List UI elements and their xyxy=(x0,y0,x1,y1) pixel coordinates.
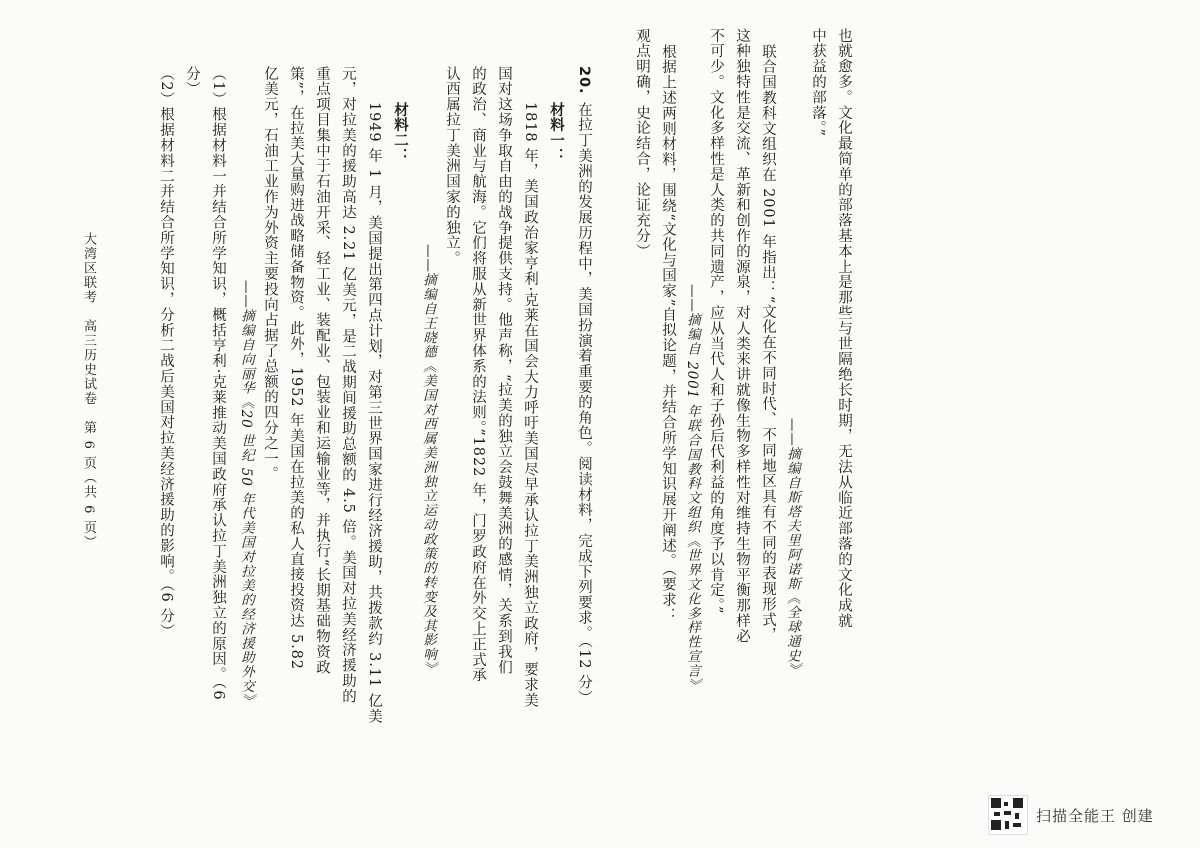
text-column: 亿美元，石油工业作为外资主要投向占据了总额的四分之一。 xyxy=(262,66,278,482)
text-column: 认西属拉丁美洲国家的独立。 xyxy=(444,66,460,267)
text-column: 重点项目集中于石油开采、轻工业、装配业、包装业和运输业等，并执行“长期基础物资政 xyxy=(314,66,330,675)
text-column: 根据上述两则材料，围绕“文化与国家”自拟论题，并结合所学知识展开阐述。（要求： xyxy=(660,44,676,624)
text-column: 联合国教科文组织在 2001 年指出：“文化在不同时代、不同地区具有不同的表现形式， xyxy=(760,44,776,643)
watermark-text: 扫描全能王 创建 xyxy=(1036,806,1154,825)
source-citation: ——摘编自斯塔夫里阿诺斯《全球通史》 xyxy=(784,418,800,678)
text-column: 的政治、商业与航海。它们将服从新世界体系的法则。”1822 年，门罗政府在外交上正式承 xyxy=(470,66,486,683)
qr-code-icon xyxy=(988,795,1028,835)
text-column: 国对这场争取自由的战争提供支持。他声称，“拉美的独立会鼓舞美洲的感情，关系到我们 xyxy=(496,66,512,675)
text-column: 也就愈多。文化最简单的部落基本上是那些与世隔绝长时期，无法从临近部落的文化成就 xyxy=(836,28,852,629)
text-column: 1949 年 1 月，美国提出第四点计划，对第三世界国家进行经济援助，共拨款约 3.11 亿美 xyxy=(366,102,382,725)
text-column: 中获益的部落。” xyxy=(810,28,826,137)
question-number: 20. xyxy=(576,66,592,95)
text-column: 分） xyxy=(184,66,200,97)
source-citation: ——摘编自王晓德《美国对西属美洲独立运动政策的转变及其影响》 xyxy=(420,244,436,676)
source-citation: ——摘编自向丽华《20 世纪 50 年代美国对拉美的经济援助外交》 xyxy=(238,280,254,708)
text-column: 1818 年，美国政治家亨利·克莱在国会大力呼吁美国尽早承认拉丁美洲独立政府，要求美 xyxy=(522,102,538,708)
page-footer: 大湾区联考 高三历史试卷 第 6 页（共 6 页） xyxy=(81,232,96,550)
text-column: 观点明确，史论结合，论证充分） xyxy=(634,28,650,259)
text-column: 元，对拉美的援助高达 2.21 亿美元，是二战期间援助总额的 4.5 倍。美国对拉美经济援助的 xyxy=(340,66,356,705)
scanner-watermark xyxy=(988,795,1178,835)
text-column: 不可少。文化多样性是人类的共同遗产，应从当代人和子孙后代利益的角度予以肯定。” xyxy=(708,28,724,615)
sub-question: （1）根据材料一并结合所学知识，概括亨利·克莱推动美国政府承认拉丁美洲独立的原因。（6 xyxy=(210,66,226,701)
text-column: 这种独特性是交流、革新和创作的源泉，对人类来讲就像生物多样性对维持生物平衡那样必 xyxy=(734,28,750,644)
source-citation: ——摘编自 2001 年联合国教科文组织《世界文化多样性宣言》 xyxy=(684,284,700,693)
material-heading: 材料一： xyxy=(548,102,564,164)
text-column: 策”，在拉美大量购进战略储备物资。此外，1952 年美国在拉美的私人直接投资达 5.82 xyxy=(288,66,304,670)
question-prompt: 在拉丁美洲的发展历程中，美国扮演着重要的角色。阅读材料，完成下列要求。（12 分） xyxy=(576,102,592,706)
material-heading: 材料二： xyxy=(392,102,408,164)
sub-question: （2）根据材料二并结合所学知识，分析二战后美国对拉美经济援助的影响。（6 分） xyxy=(158,66,174,639)
